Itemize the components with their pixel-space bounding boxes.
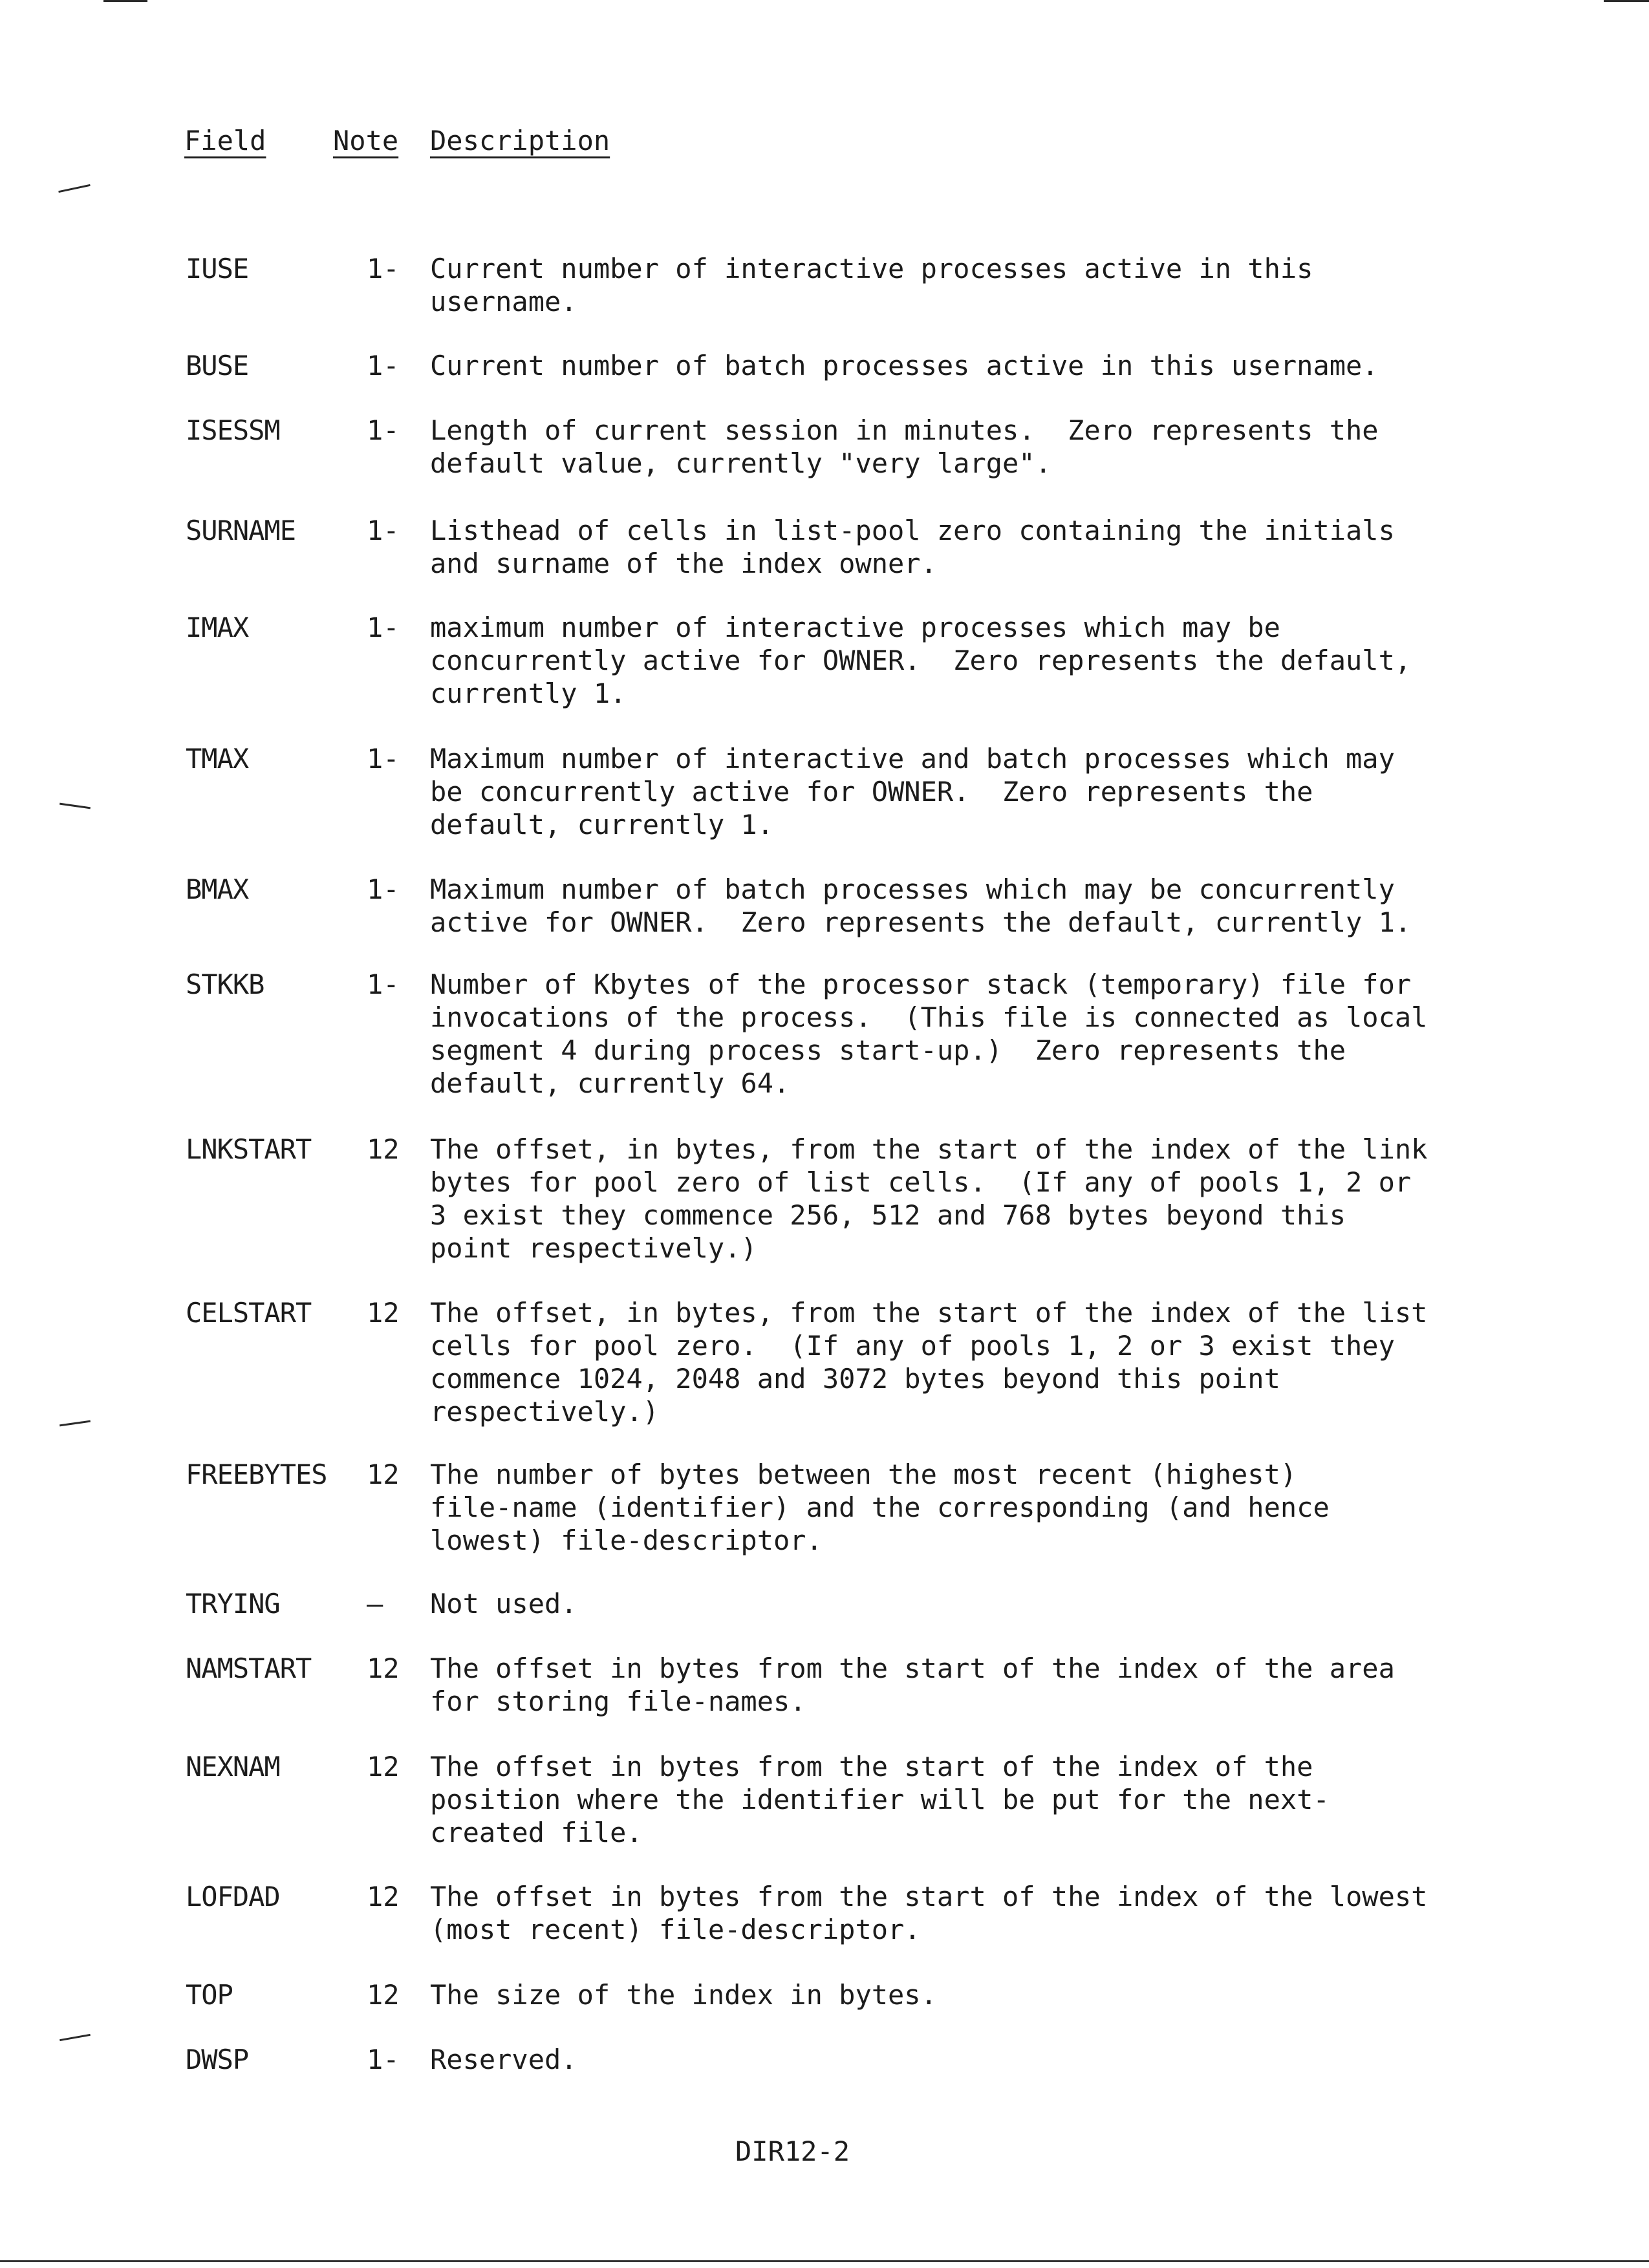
field-name: TRYING	[186, 1588, 280, 1620]
field-name: FREEBYTES	[186, 1459, 327, 1490]
field-description: Reserved.	[430, 2044, 577, 2075]
field-description: The offset in bytes from the start of the index of the area for storing file-names.	[430, 1653, 1395, 1717]
top-left-edge-mark	[103, 0, 147, 2]
field-name: BMAX	[186, 873, 249, 905]
field-description: The offset, in bytes, from the start of the index of the list cells for pool zero. (If any of pools 1, 2 or 3 exist they commence 1024, 2048 and 3072 bytes beyond this point respectively.)	[430, 1297, 1428, 1428]
field-note: 12	[367, 1881, 400, 1912]
punch-mark-4	[59, 2034, 91, 2041]
field-note: 1-	[367, 350, 400, 381]
field-name: IMAX	[186, 612, 249, 643]
field-note: 1-	[367, 515, 400, 546]
punch-mark-3	[59, 1420, 91, 1427]
field-description: The number of bytes between the most recent (highest) file-name (identifier) and the corresponding (and hence lowest) file-descriptor.	[430, 1459, 1330, 1556]
field-description: maximum number of interactive processes which may be concurrently active for OWNER. Zero represents the default, currently 1.	[430, 612, 1412, 709]
field-note: 12	[367, 1751, 400, 1782]
field-description: The offset in bytes from the start of the index of the position where the identifier will be put for the next- created file.	[430, 1751, 1330, 1848]
field-description: The size of the index in bytes.	[430, 1979, 937, 2011]
field-name: BUSE	[186, 350, 249, 381]
field-description: The offset in bytes from the start of the index of the lowest (most recent) file-descriptor.	[430, 1881, 1428, 1945]
field-note: 1-	[367, 253, 400, 284]
field-description: Maximum number of batch processes which may be concurrently active for OWNER. Zero represents the default, currently 1.	[430, 873, 1412, 938]
field-name: ISESSM	[186, 414, 280, 446]
page-number: DIR12-2	[735, 2135, 850, 2167]
field-name: IUSE	[186, 253, 249, 284]
field-note: 12	[367, 1133, 400, 1165]
field-note: 1-	[367, 873, 400, 905]
note-column-header: Note	[333, 125, 399, 156]
field-description: Listhead of cells in list-pool zero containing the initials and surname of the index owner.	[430, 515, 1395, 579]
field-note: 12	[367, 1979, 400, 2011]
field-name: STKKB	[186, 968, 264, 1000]
field-description: Length of current session in minutes. Zero represents the default value, currently "very large".	[430, 414, 1379, 479]
field-note: 12	[367, 1297, 400, 1329]
field-note: —	[367, 1588, 383, 1620]
field-name: TMAX	[186, 743, 249, 775]
punch-mark-1	[58, 184, 91, 193]
field-name: SURNAME	[186, 515, 296, 546]
field-note: 1-	[367, 612, 400, 643]
bottom-edge-rule	[0, 2260, 1649, 2262]
field-name: LOFDAD	[186, 1881, 280, 1912]
field-note: 12	[367, 1459, 400, 1490]
description-column-header: Description	[430, 125, 610, 156]
field-name: DWSP	[186, 2044, 249, 2075]
field-name: NEXNAM	[186, 1751, 280, 1782]
punch-mark-2	[59, 803, 91, 809]
field-note: 1-	[367, 2044, 400, 2075]
field-description: The offset, in bytes, from the start of the index of the link bytes for pool zero of list cells. (If any of pools 1, 2 or 3 exist they commence 256, 512 and 768 bytes beyond this point respectively.)	[430, 1133, 1428, 1264]
field-name: NAMSTART	[186, 1653, 312, 1684]
field-description: Current number of interactive processes active in this username.	[430, 253, 1313, 317]
field-note: 1-	[367, 743, 400, 775]
field-description: Not used.	[430, 1588, 577, 1620]
field-name: LNKSTART	[186, 1133, 312, 1165]
field-description: Maximum number of interactive and batch processes which may be concurrently active for OWNER. Zero represents the default, currently 1.	[430, 743, 1395, 840]
field-note: 1-	[367, 968, 400, 1000]
field-name: TOP	[186, 1979, 233, 2011]
top-right-edge-mark	[1604, 0, 1649, 2]
field-description: Current number of batch processes active in this username.	[430, 350, 1379, 381]
field-note: 1-	[367, 414, 400, 446]
field-note: 12	[367, 1653, 400, 1684]
field-name: CELSTART	[186, 1297, 312, 1329]
field-column-header: Field	[184, 125, 266, 156]
field-description: Number of Kbytes of the processor stack (temporary) file for invocations of the process. (This file is connected as local segment 4 during process start-up.) Zero represents the default, currently 64.	[430, 968, 1428, 1099]
